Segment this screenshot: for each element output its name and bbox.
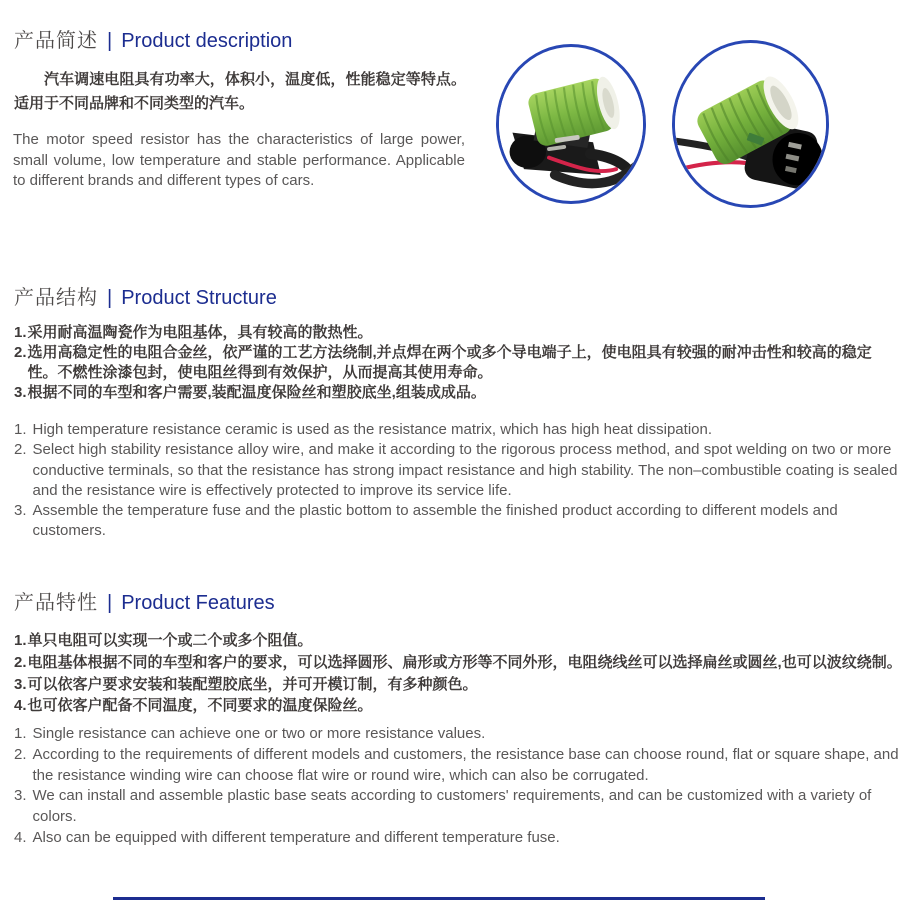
list-item: 1. 单只电阻可以实现一个或二个或多个阻值。 — [14, 632, 313, 649]
list-item: 3. 可以依客户要求安装和装配塑胶底坐，并可开模订制，有多种颜色。 — [14, 675, 478, 693]
bottom-divider — [113, 897, 765, 900]
section-heading-description — [14, 24, 292, 53]
heading-separator: | — [107, 287, 113, 309]
features-list-chinese — [14, 630, 902, 717]
features-list-english — [14, 724, 904, 849]
list-item: 2. 选用高稳定性的电阻合金丝，依严谨的工艺方法绕制,并点焊在两个或多个导电端子上，使电阻具有较强的耐冲击性和较高的稳定性。不燃性涂漆包封，使电阻丝得到有效保护，从而提高其使用寿命。 — [14, 344, 872, 381]
resistor-illustration-right — [675, 43, 826, 205]
heading-separator: | — [107, 592, 113, 614]
heading-chinese: 产品结构 — [14, 287, 98, 309]
description-paragraph-english: The motor speed resistor has the characteristics of large power, small volume, low temperature and stable performance. Applicable to different brands and different types of cars. — [13, 131, 465, 189]
heading-chinese: 产品特性 — [14, 592, 98, 614]
section-heading-structure — [14, 281, 277, 310]
heading-english: Product Features — [121, 592, 275, 614]
product-photo-right — [672, 40, 829, 208]
structure-list-chinese — [14, 323, 900, 403]
list-item: 4. Also can be equipped with different temperature and different temperature fuse. — [14, 828, 560, 846]
description-paragraph-chinese: 汽车调速电阻具有功率大，体积小，温度低，性能稳定等特点。适用于不同品牌和不同类型的汽车。 — [14, 71, 466, 112]
list-item: 3. Assemble the temperature fuse and the plastic bottom to assemble the finished product according to different models and customers. — [14, 502, 838, 540]
list-item: 4. 也可依客户配备不同温度，不同要求的温度保险丝。 — [14, 697, 373, 715]
resistor-illustration-left — [499, 47, 643, 201]
list-item: 2. 电阻基体根据不同的车型和客户的要求，可以选择圆形、扁形或方形等不同外形，电阻绕线丝可以选择扁丝或圆丝,也可以波纹绕制。 — [14, 653, 902, 671]
list-item: 1. High temperature resistance ceramic is used as the resistance matrix, which has high heat dissipation. — [14, 421, 713, 438]
list-item: 1. 采用耐高温陶瓷作为电阻基体，具有较高的散热性。 — [14, 324, 373, 341]
list-item: 3. 根据不同的车型和客户需要,装配温度保险丝和塑胶底坐,组装成成品。 — [14, 384, 486, 401]
list-item: 1. Single resistance can achieve one or two or more resistance values. — [14, 725, 486, 742]
heading-separator: | — [107, 30, 113, 52]
list-item: 3. We can install and assemble plastic base seats according to customers' requirements, and can be customized with a variety of colors. — [14, 787, 872, 826]
structure-list-english — [14, 420, 902, 542]
section-heading-features — [14, 586, 275, 615]
heading-english: Product Structure — [121, 287, 277, 309]
product-photo-left — [496, 44, 646, 204]
heading-chinese: 产品简述 — [14, 30, 98, 52]
list-item: 2. According to the requirements of different models and customers, the resistance base can choose round, flat or square shape, and the resistance winding wire can choose flat wire or round wire, which can also be corrugated. — [14, 745, 899, 784]
list-item: 2. Select high stability resistance alloy wire, and make it according to the rigorous process method, and spot welding on two or more conductive terminals, so that the resistance has strong impact resistance and high stability. The non–combustible coating is sealed and the resistance wire is effectively protected to improve its service life. — [14, 441, 898, 499]
heading-english: Product description — [121, 30, 293, 52]
